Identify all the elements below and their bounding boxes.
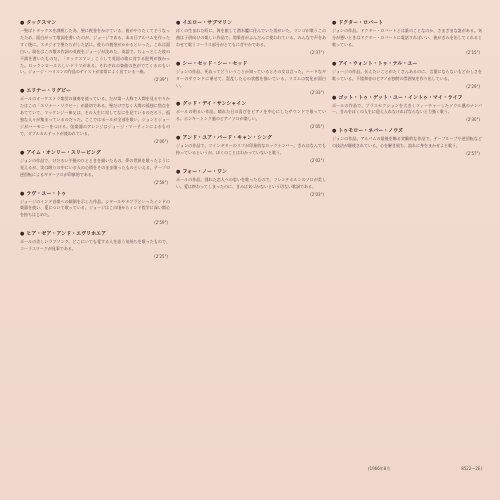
song-description: ジョージの作品。伝えたいことがたくさんあるのに、言葉にならないもどかしさを歌っている。不協和音のピアノが独特の雰囲気を作り出している。: [332, 68, 482, 81]
bullet-icon: ●: [20, 190, 25, 197]
song-section: [20, 191, 170, 227]
song-duration: (2'05"): [310, 124, 324, 130]
song-description: ポールの作品。別れた恋人への思いを歌ったもので、フレンチホルンのソロが美しい。愛は終わってしまったのに、きみは気づかないという切ない歌詞である。: [176, 177, 326, 189]
footer-date: (1966年8月: [368, 466, 391, 471]
footer-code: 8522—2E): [461, 466, 482, 471]
bullet-icon: ●: [176, 135, 181, 142]
song-section: [176, 135, 326, 164]
song-title: ● イエロー・サブマリン: [176, 20, 233, 26]
song-description: ジョンの作品で、ツインギターのリフが印象的なロックナンバー。きみはなんでも持っているというが、ぼくのことはわかっていないと歌う。: [176, 143, 326, 156]
footer: [332, 465, 482, 473]
bullet-icon: ●: [332, 20, 337, 26]
song-section: [332, 20, 482, 56]
song-duration: (2'15"): [466, 49, 480, 55]
song-section: [176, 169, 326, 198]
song-description: ポールのオーケストラ楽団の演奏を使っている。だが第一人称で人間を見るやりかたはこの「エリナー・リグビー」が最初である。聖だけでなく人間の孤独に焦点をあてていて、マッケンジー神父は、その人生に対してなにを見ているのだろう。孤独な人々が集まっているのだった。ここではポールが全部を歌い、ジョンとジョージがハーモニーをつける。弦楽器のアレンジはジョージ・マーティンによるもので、ダブルカルテットが使われている。: [20, 96, 170, 136]
song-title: ● ゴット・トゥ・ゲット・ユー・イントゥ・マイ・ライフ: [332, 94, 463, 101]
song-duration: (2'06"): [154, 138, 168, 144]
bullet-icon: ●: [176, 101, 181, 108]
bullet-icon: ●: [176, 60, 181, 67]
song-duration: (2'37"): [310, 49, 324, 55]
song-title: ● グッド・デイ・サンシャイン: [176, 101, 247, 108]
song-section: [20, 150, 170, 186]
bullet-icon: ●: [20, 149, 25, 156]
column-right: [332, 20, 482, 482]
song-title: ● トゥモロー・ネバー・ノウズ: [332, 128, 404, 135]
song-title: ● アイ・ウォント・トゥ・テル・ユー: [332, 60, 418, 67]
song-description: ぼくの生まれた町に、海を旅して潜水艦に住んでいた男がいた。リンゴが歌うこの曲は子供向けの楽しい作品で、効果音がふんだんに使われている。みんなで声をあわせて歌うコーラス部分がとてもにぎやかである。: [176, 28, 326, 47]
song-section: [20, 88, 170, 144]
song-section: [332, 95, 482, 124]
song-duration: (2'39"): [154, 77, 168, 83]
song-title: ● フォー・ノー・ワン: [176, 169, 227, 176]
song-title: ● エリナー・リグビー: [20, 88, 71, 95]
song-section: [176, 61, 326, 97]
song-title: ● アイム・オンリー・スリーピング: [20, 149, 101, 156]
song-section: [332, 128, 482, 157]
song-section: [176, 20, 326, 56]
bullet-icon: ●: [20, 20, 25, 26]
bullet-icon: ●: [176, 169, 181, 176]
song-title: ● シー・セッド・シー・セッド: [176, 60, 248, 67]
song-description: ジョンの作品。死ぬってどういうことか知っているとその女は言った。ハードなギターのサウンドに乗せて、混乱した心の状態を描いている。リズムの変化が面白い。: [176, 68, 326, 88]
song-duration: (2'58"): [154, 179, 168, 185]
bullet-icon: ●: [332, 60, 337, 67]
song-title: ● タックスマン: [20, 20, 57, 26]
song-description: 一聖ばトタックスを課税した為、聖に税金をかけている。彼がやりたくてそうなったため、面白がって歌詞を書いたのが、ジョージである。ある日アルバムを作ったすぐ後に、スタジオで聖たちがした話に、彼らの税金がかかるといった。これは面白い。現在はこの歌の作詞の英税をジョージが決めた。英語で、ちょっとした彼の不満を書いたものだ。「タックスマン」こうして英国の歌に対する批判が強かった。ロックンロールらしいドラマがある。それぞれの楽曲の色がでてくるのもいい。ジョージ・ハリスンの作品のテイストが非常によく出ている一曲。: [20, 28, 170, 75]
column-middle: [176, 20, 326, 482]
song-duration: (2'57"): [466, 151, 480, 157]
song-duration: (2'33"): [310, 90, 324, 96]
bullet-icon: ●: [332, 94, 337, 101]
column-left: [20, 20, 170, 482]
song-title: ● ラヴ・ユー・トゥ: [20, 190, 67, 197]
song-description: ジョンの作品。ドクター・ロバートとは誰のことなのか、さまざまな説がある。気分が悪いときはドクター・ロバートに電話すればいい、彼がきみを治してくれると歌っている。: [332, 28, 482, 47]
song-section: [20, 20, 170, 83]
song-duration: (2'03"): [310, 191, 324, 197]
song-description: ジョンの作品で、けだるい午後のひとときを描いたもの。夢の世界を歌ったように見えるが、実は眠りの中にいる人の心情をそのまま歌ったものといえる。テープの逆回転によるギターソロが印象的である。: [20, 157, 170, 177]
song-title: ● ヒア・ゼア・アンド・エヴリホエア: [20, 231, 107, 238]
bullet-icon: ●: [20, 88, 25, 95]
song-duration: (2'02"): [310, 158, 324, 164]
song-description: ポールの美しいラブソング。どこにいても愛する人を思う気持ちを歌ったもので、コーラスワークが見事である。: [20, 239, 170, 252]
song-section: [176, 101, 326, 130]
song-description: ポールの作品で、ブラスセクションを大きくフィーチャーしたソウル風のナンバー。きみをぼくの人生に迎え入れなければならないと力強く歌う。: [332, 102, 482, 115]
song-duration: (2'30"): [466, 117, 480, 123]
song-duration: (2'59"): [154, 220, 168, 226]
song-description: ジョンの作品。アルバムの最後を飾る実験的な作品で、テープループや逆回転などの技法が駆使されている。心を解き放ち、流れに身をまかせよと歌う。: [332, 136, 482, 149]
song-title: ● アンド・ユア・バード・キャン・シング: [176, 135, 272, 142]
song-section: [20, 231, 170, 260]
song-duration: (2'25"): [154, 254, 168, 260]
song-description: ポールの明るい作品。晴れた日の喜びをピアノを中心にしたサウンドで歌っている。ホンキートンク風のピアノソロが楽しい。: [176, 109, 326, 122]
song-description: ジョージのインド音楽への傾倒を示した作品。シタールやタブラといったインドの楽器を使い、愛について歌っている。ジョージはこの頃からインド哲学に深い関心を持ちはじめた。: [20, 198, 170, 218]
bullet-icon: ●: [332, 128, 337, 135]
song-section: [332, 61, 482, 90]
bullet-icon: ●: [176, 20, 181, 26]
song-title: ● ドクター・ロバート: [332, 20, 384, 26]
bullet-icon: ●: [20, 231, 25, 238]
song-duration: (2'29"): [466, 83, 480, 89]
